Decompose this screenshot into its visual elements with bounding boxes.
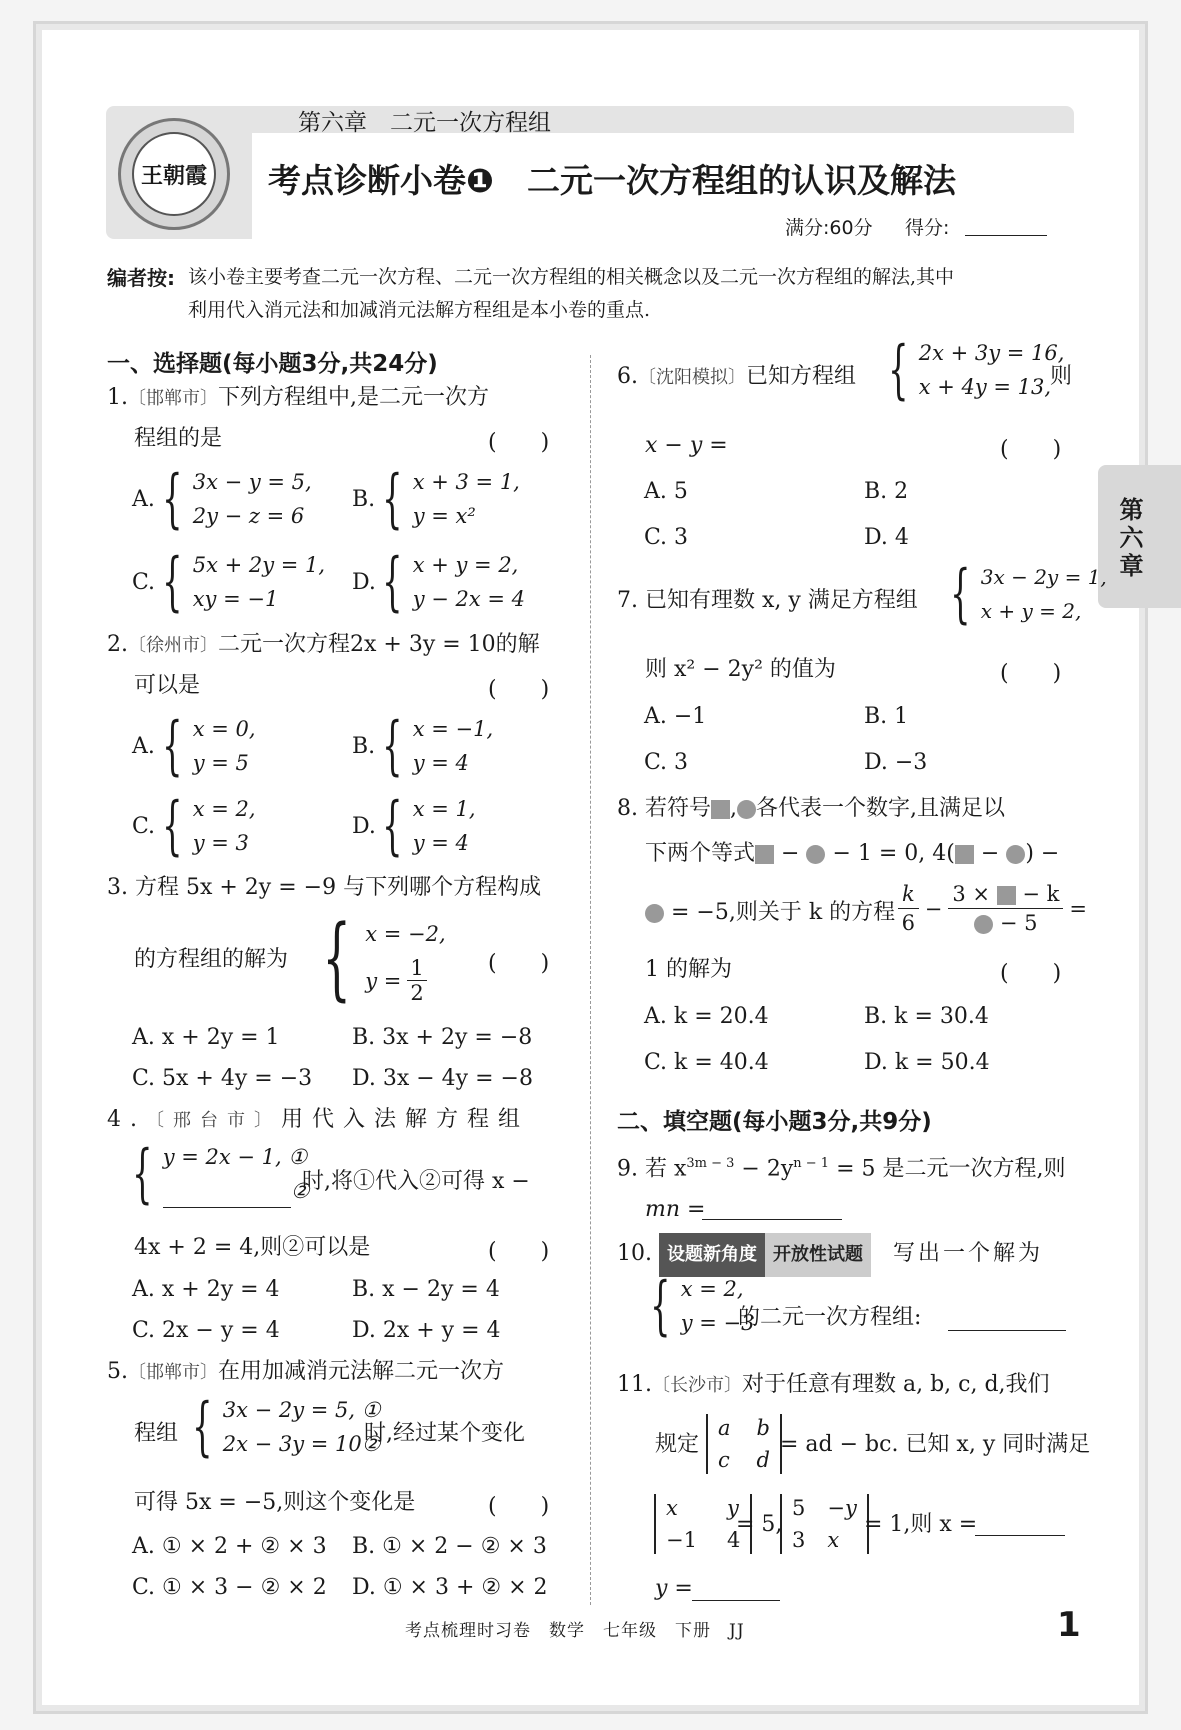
q5-system: { 3x − 2y = 5, ① 2x − 3y = 10② — [192, 1390, 381, 1464]
q3-line1: 3. 方程 5x + 2y = −9 与下列哪个方程构成 — [107, 875, 542, 900]
q2-option-b[interactable]: { x = −1, y = 4 — [382, 709, 494, 783]
chapter-side-tab — [1098, 465, 1181, 608]
q8-option-a[interactable]: A. k = 20.4 — [644, 1004, 769, 1029]
q4-option-a[interactable]: A. x + 2y = 4 — [132, 1277, 280, 1302]
q1-line2: 程组的是 — [134, 426, 223, 451]
q7-system: { 3x − 2y = 1, x + y = 2, — [950, 557, 1107, 631]
q4-option-b[interactable]: B. x − 2y = 4 — [352, 1277, 500, 1302]
badge-new-angle: 设题新角度 — [659, 1233, 765, 1277]
circle-symbol — [645, 904, 664, 923]
q1-option-d[interactable]: { x + y = 2, y − 2x = 4 — [382, 545, 526, 619]
q5-line2: 程组 — [134, 1421, 179, 1446]
q11-determinant-1: x y −1 4 — [654, 1494, 752, 1554]
q6-option-b[interactable]: B. 2 — [864, 479, 909, 504]
q6-option-c[interactable]: C. 3 — [644, 525, 689, 550]
chapter-title: 第六章 二元一次方程组 — [298, 110, 551, 136]
q3-solution-system: { x = −2, y = $\frac{1}{2}$ — [322, 905, 446, 1011]
q5-line3: 时,经过某个变化 — [364, 1421, 525, 1446]
q3-option-d[interactable]: D. 3x − 4y = −8 — [352, 1066, 533, 1091]
q3-option-c[interactable]: C. 5x + 4y = −3 — [132, 1066, 313, 1091]
q8-line2: 下两个等式 − − 1 = 0, 4( − ) − — [645, 841, 1060, 866]
q11-eq2: = 1,则 x = — [864, 1512, 978, 1537]
score-blank[interactable] — [965, 235, 1047, 236]
note-label: 编者按: — [107, 266, 175, 290]
q7-option-c[interactable]: C. 3 — [644, 750, 689, 775]
q3-option-b[interactable]: B. 3x + 2y = −8 — [352, 1025, 533, 1050]
q5-line1: 5.〔邯郸市〕在用加减消元法解二元一次方 — [107, 1359, 505, 1384]
q4-answer-paren[interactable]: ( ) — [488, 1239, 550, 1264]
circle-symbol — [737, 800, 756, 819]
section-fill-title: 二、填空题(每小题3分,共9分) — [617, 1109, 932, 1135]
q1-answer-paren[interactable]: ( ) — [488, 430, 550, 455]
q1-line1: 1.〔邯郸市〕下列方程组中,是二元一次方 — [107, 385, 489, 410]
q1-option-a[interactable]: { 3x − y = 5, 2y − z = 6 — [162, 462, 312, 536]
q10-line1: 10. 设题新角度 开放性试题 写出一个解为 — [617, 1233, 1043, 1277]
publisher-logo — [118, 118, 230, 230]
q10-system: { x = 2, y = −3 — [650, 1269, 755, 1343]
q8-line1: 8. 若符号 , 各代表一个数字,且满足以 — [617, 796, 1005, 821]
q1-option-a-label[interactable]: A. — [132, 487, 155, 512]
q2-option-d[interactable]: { x = 1, y = 4 — [382, 789, 476, 863]
q7-option-a[interactable]: A. −1 — [644, 704, 707, 729]
footer-text: 考点梳理时习卷 数学 七年级 下册 JJ — [405, 1621, 745, 1641]
q6-then: 则 — [1050, 364, 1073, 389]
q2-option-a[interactable]: { x = 0, y = 5 — [162, 709, 256, 783]
q9-line1: 9. 若 $x^{3m - 3} - 2y^{n - 1} = 5$ 是二元一次方程,则 — [617, 1156, 1066, 1182]
q11-x-answer-blank[interactable] — [975, 1535, 1065, 1536]
score-label: 得分: — [905, 217, 950, 239]
q10-answer-blank[interactable] — [948, 1330, 1066, 1331]
column-divider — [590, 355, 591, 1605]
q6-line2: x − y = — [645, 433, 728, 458]
q11-line1: 11.〔长沙市〕对于任意有理数 a, b, c, d,我们 — [617, 1372, 1050, 1397]
square-symbol — [755, 845, 774, 864]
q8-equation: k 6 − $\frac{3 \times - k}{- 5}$ = — [898, 880, 1087, 937]
q4-option-d[interactable]: D. 2x + y = 4 — [352, 1318, 501, 1343]
q1-option-c-label[interactable]: C. — [132, 570, 156, 595]
q8-option-c[interactable]: C. k = 40.4 — [644, 1050, 769, 1075]
q7-option-b[interactable]: B. 1 — [864, 704, 909, 729]
q5-line4: 可得 5x = −5,则这个变化是 — [134, 1490, 416, 1515]
q8-option-b[interactable]: B. k = 30.4 — [864, 1004, 989, 1029]
section-choice-title: 一、选择题(每小题3分,共24分) — [107, 351, 438, 377]
q5-option-d[interactable]: D. ① × 3 + ② × 2 — [352, 1575, 548, 1600]
q4-line1: 4.〔邢台市〕用代入法解方程组 — [107, 1107, 530, 1132]
q2-line2: 可以是 — [134, 673, 201, 698]
circle-symbol — [806, 845, 825, 864]
q4-line3: 4x + 2 = 4,则②可以是 — [134, 1235, 371, 1260]
q7-answer-paren[interactable]: ( ) — [1000, 661, 1062, 686]
note-line-1: 该小卷主要考查二元一次方程、二元一次方程组的相关概念以及二元一次方程组的解法,其中 — [188, 266, 955, 288]
q4-system: { y = 2x − 1, ① ② — [132, 1137, 310, 1211]
q1-option-b-label[interactable]: B. — [352, 487, 376, 512]
q7-option-d[interactable]: D. −3 — [864, 750, 928, 775]
q11-y-answer-blank[interactable] — [692, 1600, 780, 1601]
q6-answer-paren[interactable]: ( ) — [1000, 437, 1062, 462]
square-symbol — [711, 800, 730, 819]
q6-option-a[interactable]: A. 5 — [644, 479, 688, 504]
q8-line4: 1 的解为 — [645, 957, 732, 982]
q4-line2: 时,将①代入②可得 x − — [302, 1169, 530, 1194]
q8-answer-paren[interactable]: ( ) — [1000, 961, 1062, 986]
q9-answer-blank[interactable] — [702, 1219, 842, 1220]
q9-line2: mn = — [645, 1197, 706, 1222]
circle-symbol — [1006, 845, 1025, 864]
q3-line2: 的方程组的解为 — [134, 947, 289, 972]
q2-option-d-label[interactable]: D. — [352, 814, 376, 839]
q8-line3: = −5,则关于 k 的方程 — [645, 893, 895, 933]
q5-answer-paren[interactable]: ( ) — [488, 1494, 550, 1519]
side-tab-label: 第六章 — [1115, 497, 1144, 581]
q2-line1: 2.〔徐州市〕二元一次方程2x + 3y = 10的解 — [107, 632, 540, 657]
note-line-2: 利用代入消元法和加减消元法解方程组是本小卷的重点. — [188, 299, 651, 321]
q6-option-d[interactable]: D. 4 — [864, 525, 909, 550]
q11-determinant-2: 5 −y 3 x — [780, 1494, 869, 1554]
badge-open-question: 开放性试题 — [765, 1233, 871, 1277]
q6-line1: 6.〔沈阳模拟〕已知方程组 — [617, 364, 857, 389]
q11-define-text: = ad − bc. 已知 x, y 同时满足 — [780, 1432, 1091, 1457]
q11-y-label: y = — [655, 1576, 693, 1601]
score-full: 满分:60分 — [785, 217, 873, 239]
q1-option-c[interactable]: { 5x + 2y = 1, xy = −1 — [162, 545, 326, 619]
q2-option-a-label[interactable]: A. — [132, 734, 155, 759]
q1-option-d-label[interactable]: D. — [352, 570, 376, 595]
page-number: 1 — [1057, 1605, 1081, 1645]
q4-option-c[interactable]: C. 2x − y = 4 — [132, 1318, 280, 1343]
q5-option-c[interactable]: C. ① × 3 − ② × 2 — [132, 1575, 327, 1600]
q2-option-c-label[interactable]: C. — [132, 814, 156, 839]
q11-define-label: 规定 — [655, 1432, 700, 1457]
logo-text: 王朝霞 — [132, 132, 216, 216]
q6-system: { 2x + 3y = 16, x + 4y = 13, — [888, 333, 1065, 407]
page-title: 考点诊断小卷❶ 二元一次方程组的认识及解法 — [268, 161, 956, 200]
q2-option-b-label[interactable]: B. — [352, 734, 376, 759]
q7-line1: 7. 已知有理数 x, y 满足方程组 — [617, 588, 918, 613]
q7-line2: 则 x² − 2y² 的值为 — [645, 657, 836, 682]
q11-determinant-def: a b c d — [706, 1414, 782, 1474]
q3-answer-paren[interactable]: ( ) — [488, 951, 550, 976]
q8-option-d[interactable]: D. k = 50.4 — [864, 1050, 990, 1075]
q1-option-b[interactable]: { x + 3 = 1, y = x² — [382, 462, 520, 536]
q3-option-a[interactable]: A. x + 2y = 1 — [132, 1025, 280, 1050]
q10-line2: 的二元一次方程组: — [738, 1305, 922, 1330]
q11-eq1: = 5, — [736, 1512, 783, 1537]
square-symbol — [955, 845, 974, 864]
q5-option-b[interactable]: B. ① × 2 − ② × 3 — [352, 1534, 547, 1559]
q2-option-c[interactable]: { x = 2, y = 3 — [162, 789, 256, 863]
q5-option-a[interactable]: A. ① × 2 + ② × 3 — [132, 1534, 327, 1559]
q2-answer-paren[interactable]: ( ) — [488, 677, 550, 702]
